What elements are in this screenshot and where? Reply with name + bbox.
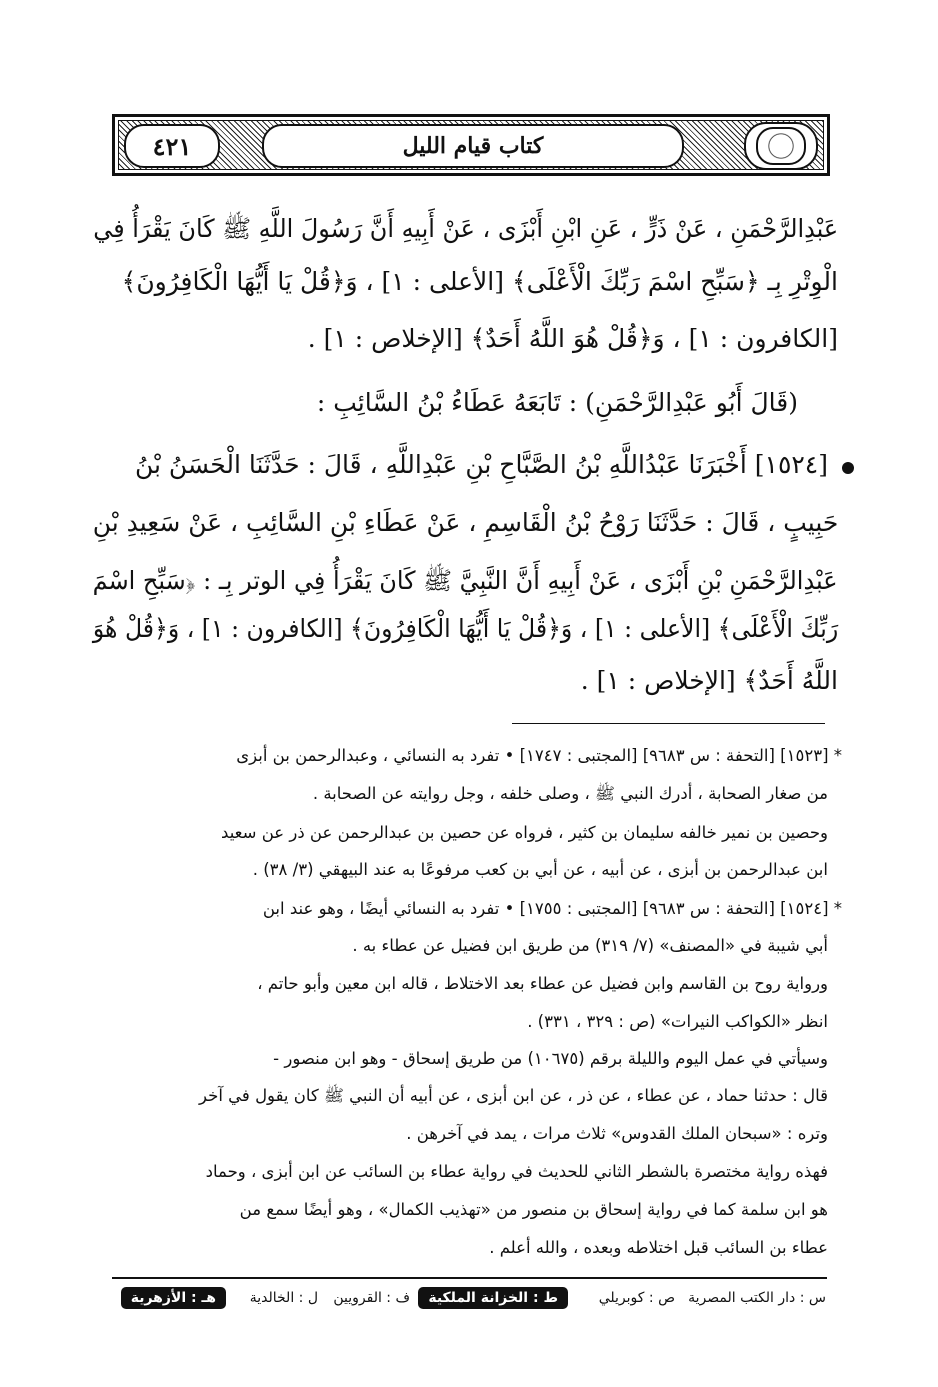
legend-badge: ط : الخزانة الملكية	[418, 1287, 568, 1309]
footnote-line-13: هو ابن سلمة كما في رواية إسحاق بن منصور من «تهذيب الكمال» ، وهو أيضًا سمع من	[239, 1200, 828, 1219]
main-line-8: رَبِّكَ الْأَعْلَى﴾ [الأعلى : ١] ، وَ﴿قُلْ يَا أَيُّهَا الْكَافِرُونَ﴾ [الكافرون : ١] ، وَ﴿قُلْ هُوَ	[92, 614, 838, 643]
legend-text: ص : كوبريلي	[598, 1290, 675, 1306]
footnote-separator	[512, 723, 825, 724]
main-line-5: [١٥٢٤] أَخْبَرَنَا عَبْدُاللَّهِ بْنُ الصَّبَّاحِ بْنِ عَبْدِاللَّهِ ، قَالَ : حَدَّثَنَا الْحَسَنُ بْنُ	[134, 450, 828, 479]
footnote-line-5: * [١٥٢٤] [التحفة : س ٩٦٨٣] [المجتبى : ١٧٥٥] • تفرد به النسائي أيضًا ، وهو عند ابن	[262, 899, 842, 918]
legend-item-2	[599, 1283, 675, 1313]
legend-text: س : دار الكتب المصرية	[688, 1290, 826, 1306]
page-number-box	[124, 124, 220, 168]
legend-badge: هـ : الأزهرية	[121, 1287, 226, 1309]
legend-item-6	[121, 1283, 226, 1313]
footnote-line-6: أبي شيبة في «المصنف» (٧/ ٣١٩) من طريق ابن فضيل عن عطاء به .	[352, 936, 828, 955]
book-title: كتاب قيام الليل	[402, 133, 544, 159]
footnote-line-1: * [١٥٢٣] [التحفة : س ٩٦٨٣] [المجتبى : ١٧٤٧] • تفرد به النسائي ، وعبدالرحمن بن أبزى	[236, 746, 842, 765]
footnote-line-9: وسيأتي في عمل اليوم والليلة برقم (١٠٦٧٥) من طريق إسحاق - وهو ابن منصور -	[273, 1049, 828, 1068]
main-line-7: عَبْدِالرَّحْمَنِ بْنِ أَبْزَى ، عَنْ أَبِيهِ أَنَّ النَّبِيَّ ﷺ كَانَ يَقْرَأُ فِي الوتر بِـ : ﴿سَبِّحِ اسْمَ	[93, 566, 838, 595]
bullet-icon	[842, 462, 854, 474]
page-number: ٤٢١	[152, 131, 192, 161]
legend-item-4	[333, 1283, 410, 1313]
main-line-3: [الكافرون : ١] ، وَ﴿قُلْ هُوَ اللَّهُ أَحَدٌ﴾ [الإخلاص : ١] .	[307, 324, 838, 353]
footnote-line-3: وحصين بن نمير خالفه سليمان بن كثير ، فرواه عن حصين بن عبدالرحمن عن ذر عن سعيد	[221, 823, 828, 842]
main-line-9: اللَّهُ أَحَدٌ﴾ [الإخلاص : ١] .	[580, 666, 838, 695]
footnote-line-12: فهذه رواية مختصرة بالشطر الثاني للحديث في رواية عطاء بن السائب عن ابن أبزى ، وحماد	[205, 1162, 828, 1181]
main-line-2: الْوِتْرِ بِـ ﴿سَبِّحِ اسْمَ رَبِّكَ الْأَعْلَى﴾ [الأعلى : ١] ، وَ﴿قُلْ يَا أَيُّهَا الْكَافِرُونَ﴾	[121, 267, 838, 296]
footnote-line-10: قال : حدثنا حماد ، عن عطاء ، عن ذر ، عن ابن أبزى ، عن أبيه أن النبي ﷺ كان يقول في آخر	[199, 1086, 828, 1105]
title-box	[262, 124, 684, 168]
legend-item-1	[688, 1283, 826, 1313]
legend-separator	[112, 1277, 827, 1279]
footnote-line-7: ورواية روح بن القاسم وابن فضيل عن عطاء بعد الاختلاط ، قاله ابن معين وأبو حاتم ،	[257, 974, 828, 993]
emblem-seal-icon	[756, 127, 806, 165]
main-line-6: حَبِيبٍ ، قَالَ : حَدَّثَنَا رَوْحُ بْنُ الْقَاسِمِ ، عَنْ عَطَاءِ بْنِ السَّائِبِ ، عَنْ سَعِيدِ بْنِ	[92, 508, 838, 537]
legend-item-3	[418, 1283, 568, 1313]
footnote-line-11: وتره : «سبحان الملك القدوس» ثلاث مرات ، يمد في آخرهن .	[406, 1124, 828, 1143]
main-line-1: عَبْدِالرَّحْمَنِ ، عَنْ ذَرٍّ ، عَنِ ابْنِ أَبْزَى ، عَنْ أَبِيهِ أَنَّ رَسُولَ اللَّهِ ﷺ كَانَ يَقْرَأُ فِي	[93, 214, 838, 243]
legend-text: ل : الخالدية	[249, 1290, 318, 1306]
legend-item-5	[250, 1283, 318, 1313]
footnote-line-8: انظر «الكواكب النيرات» (ص : ٣٢٩ ، ٣٣١) .	[527, 1012, 828, 1031]
page-header	[112, 114, 830, 176]
footnote-line-2: من صغار الصحابة ، أدرك النبي ﷺ ، وصلى خلفه ، وجل روايته عن الصحابة .	[312, 784, 828, 803]
publisher-emblem-icon	[744, 122, 818, 170]
footnote-line-14: عطاء بن السائب قبل اختلاطه وبعده ، والله أعلم .	[489, 1238, 828, 1257]
main-line-4: (قَالَ أَبُو عَبْدِالرَّحْمَنِ) : تَابَعَهُ عَطَاءُ بْنُ السَّائِبِ :	[316, 388, 798, 417]
legend-text: ف : القرويين	[333, 1290, 410, 1306]
footnote-line-4: ابن عبدالرحمن بن أبزى ، عن أبيه ، عن أبي بن كعب مرفوعًا به عند البيهقي (٣/ ٣٨) .	[252, 860, 828, 879]
